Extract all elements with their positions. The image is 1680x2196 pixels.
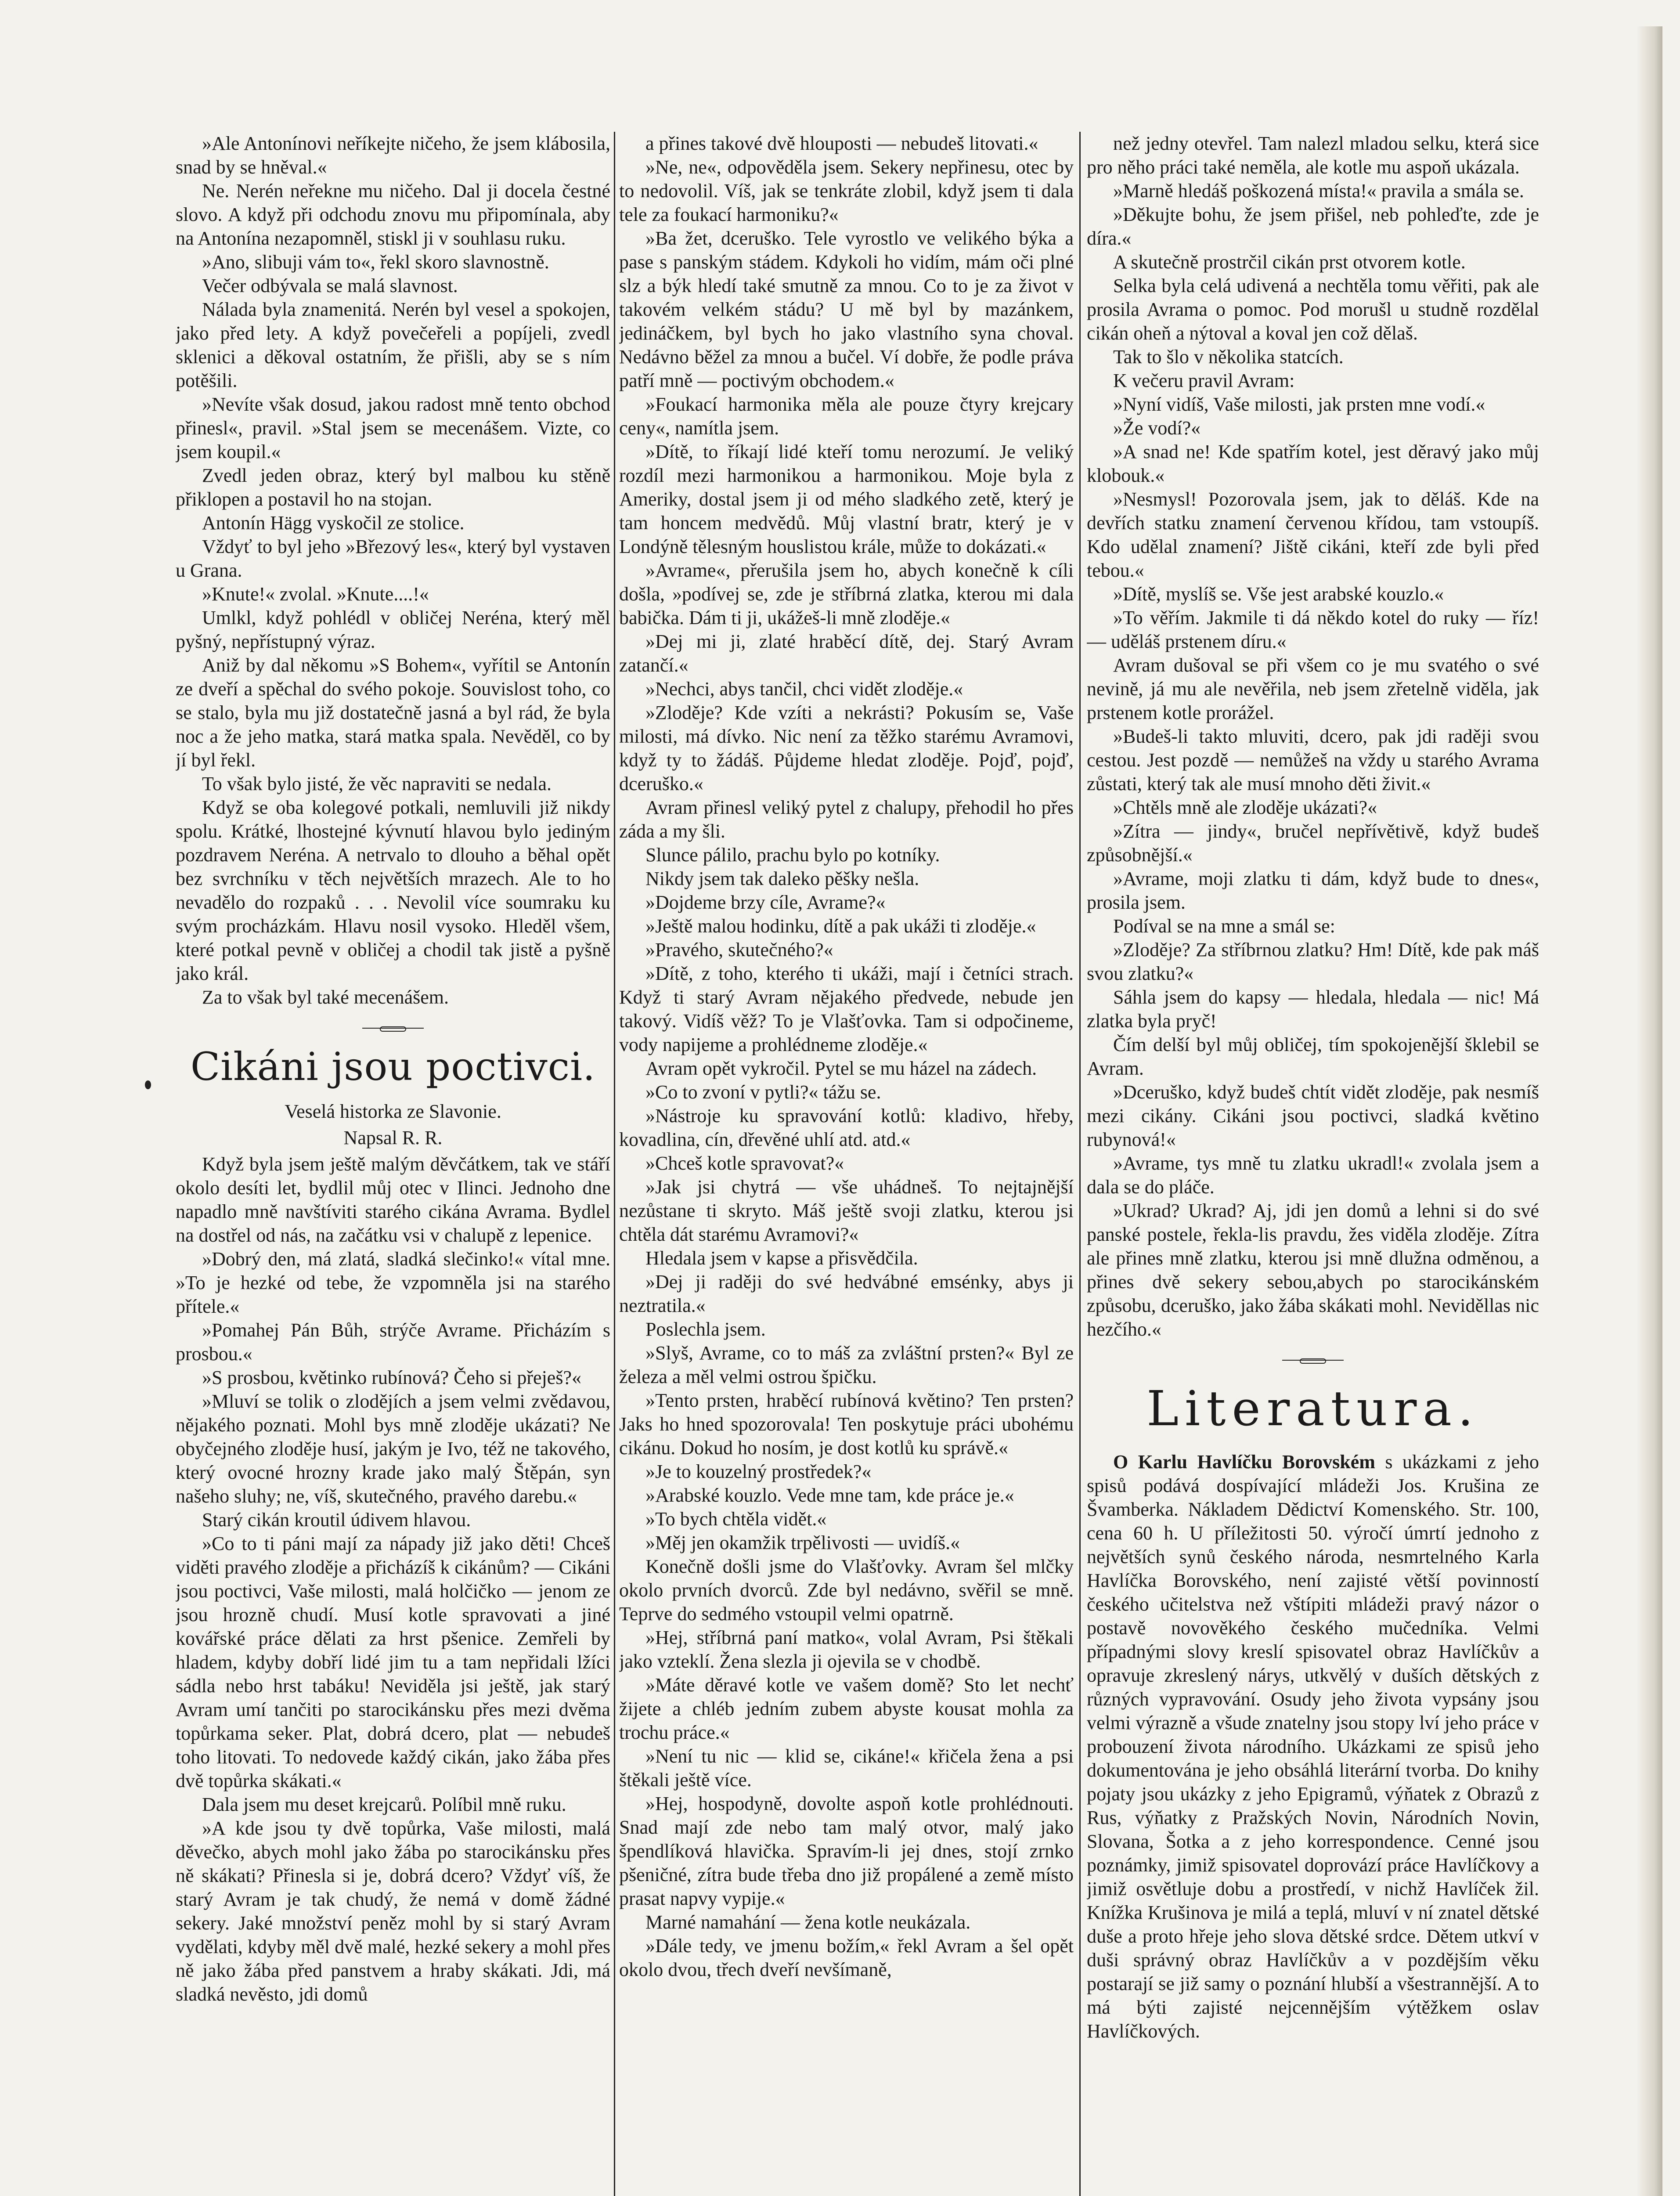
paragraph: Zvedl jeden obraz, který byl malbou ku stěně přiklopen a postavil ho na stojan.: [176, 465, 610, 510]
paragraph: »Tento prsten, hraběcí rubínová květino? Ten prsten? Jaks ho hned spozorovala! Ten poskytuje práci ubohému cikánu. Dokud ho nosím, je dost kotlů ku správě.«: [619, 1390, 1074, 1459]
paragraph: »Dceruško, když budeš chtít vidět zloděje, pak nesmíš mezi cikány. Cikáni jsou poctivci, sladká květino rubynová!«: [1087, 1081, 1539, 1150]
paragraph: Když byla jsem ještě malým děvčátkem, tak ve stáří okolo desíti let, bydlil můj otec v Ilinci. Jednoho dne napadlo mně navštíviti starého cikána Avrama. Bydlel na dostřel od nás, na začátku vsi v chalupě z lepenice.: [176, 1153, 610, 1246]
paragraph: Podíval se na mne a smál se:: [1113, 915, 1335, 937]
paragraph: A skutečně prostrčil cikán prst otvorem kotle.: [1113, 251, 1466, 273]
paragraph: Aniž by dal někomu »S Bohem«, vyřítil se Antonín ze dveří a spěchal do svého pokoje. Souvislost toho, co se stalo, byla mu již dostatečně jasná a byl rád, že byla noc a že jeho matka, stará matka spala. Nevěděl, co by jí byl řekl.: [176, 654, 610, 771]
paragraph: »Dojdeme brzy cíle, Avrame?«: [645, 892, 886, 913]
paragraph: »Dej mi ji, zlaté hraběcí dítě, dej. Starý Avram zatančí.«: [619, 631, 1074, 676]
paragraph: »Foukací harmonika měla ale pouze čtyry krejcary ceny«, namítla jsem.: [619, 394, 1074, 439]
paragraph: Marné namahání — žena kotle neukázala.: [645, 1911, 971, 1933]
paragraph: »Zloděje? Za stříbrnou zlatku? Hm! Dítě, kde pak máš svou zlatku?«: [1087, 939, 1539, 984]
page-edge-shadow: [1636, 26, 1662, 2196]
paragraph: »Zloděje? Kde vzíti a nekrásti? Pokusím se, Vaše milosti, má dívko. Nic není za těžko starému Avramovi, když ty to žádáš. Půjdeme hledat zloděje. Pojď, pojď, dceruško.«: [619, 702, 1074, 795]
paragraph: »Dej ji raději do své hedvábné emsénky, abys ji neztratila.«: [619, 1271, 1074, 1316]
paragraph: Tak to šlo v několika statcích.: [1113, 346, 1344, 368]
literature-review: [1087, 1450, 1539, 2043]
paragraph: »A kde jsou ty dvě topůrka, Vaše milosti, malá děvečko, abych mohl jako žába po starocikánsku přes ně skákati? Přinesla si je, dobrá dcero? Vždyť víš, že starý Avram je tak chudý, že nemá v domě žádné sekery. Jaké množství peněz mohl by si starý Avram vydělati, kdyby měl dvě malé, hezké sekery a mohl přes ně jako žába před panstvem a hraby skákati. Jdi, má sladká nevěsto, jdi domů: [176, 1817, 610, 2005]
paragraph: Večer odbývala se malá slavnost.: [202, 275, 458, 296]
paragraph: »Ukrad? Ukrad? Aj, jdi jen domů a lehni si do své panské postele, řekla-lis pravdu, žes viděla zloděje. Zítra ale přines mně zlatku, kterou jsi mně dlužna odměnou, a přines dvě sekery sebou,abych po starocikánském způsobu, dceruško, jako žába skákati mohl. Neviděllas nic hezčího.«: [1087, 1200, 1539, 1340]
paragraph: »Měj jen okamžik trpělivosti — uvidíš.«: [645, 1532, 960, 1553]
paragraph: »Máte děravé kotle ve vašem domě? Sto let nechť žijete a chléb jedním zubem abyste kousat mohla za trochu práce.«: [619, 1674, 1074, 1743]
paragraph: Když se oba kolegové potkali, nemluvili již nikdy spolu. Krátké, lhostejné kývnutí hlavou bylo jediným pozdravem Neréna. A netrvalo to dlouho a běhal opět bez svrchníku v těch největších mrazech. Ale to ho nevadělo do rozpaků . . . Nevolil více soumraku ku svým procházkám. Hlavu nosil vysoko. Hleděl všem, které potkal pevně v obličej a chodil tak jistě a pyšně jako král.: [176, 797, 610, 984]
paragraph: »Že vodí?«: [1113, 417, 1201, 439]
paragraph: »Nevíte však dosud, jakou radost mně tento obchod přinesl«, pravil. »Stal jsem se mecenášem. Vizte, co jsem koupil.«: [176, 394, 610, 462]
paragraph: »Nechci, abys tančil, chci vidět zloděje.«: [645, 678, 963, 700]
paragraph: »Pomahej Pán Bůh, strýče Avrame. Přicházím s prosbou.«: [176, 1319, 610, 1365]
paragraph: Avram opět vykročil. Pytel se mu házel na zádech.: [645, 1058, 1037, 1079]
paragraph: »Je to kouzelný prostředek?«: [645, 1461, 872, 1482]
paragraph: Avram přinesl veliký pytel z chalupy, přehodil ho přes záda a my šli.: [619, 797, 1074, 842]
paragraph: »Dítě, z toho, kterého ti ukáži, mají i četníci strach. Když ti starý Avram nějakého předvede, nebude jen takový. Vidíš věž? To je Vlašťovka. Tam si odpočineme, vody napijeme a prohlédneme zloděje.«: [619, 963, 1074, 1055]
paragraph: »Mluví se tolik o zlodějích a jsem velmi zvědavou, nějakého poznati. Mohl bys mně zloděje ukázati? Ne obyčejného zloděje husí, jakým je Ivo, též ne takového, který ovocné hrozny krade jako malý Štěpán, syn našeho sluhy; ne, víš, skutečného, pravého darebu.«: [176, 1391, 610, 1507]
story-author: Napsal R. R.: [343, 1127, 443, 1149]
paragraph: »Hej, hospodyně, dovolte aspoň kotle prohlédnouti. Snad mají zde nebo tam malý otvor, malý jako špendlíková hlavička. Spravím-li jej dnes, stojí zrnko pšeničné, zítra bude třeba dno již propálené a země místo prasat napvy vypije.«: [619, 1793, 1074, 1909]
paragraph: Nálada byla znamenitá. Nerén byl vesel a spokojen, jako před lety. A když povečeřeli a popíjeli, zvedl sklenici a děkoval ostatním, že přišli, aby se s ním potěšili.: [176, 299, 610, 391]
paragraph: Dala jsem mu deset krejcarů. Políbil mně ruku.: [202, 1794, 566, 1815]
paragraph: »Chceš kotle spravovat?«: [645, 1152, 844, 1174]
paragraph: »Zítra — jindy«, bručel nepřívětivě, když budeš způsobnější.«: [1087, 820, 1539, 866]
paragraph: Za to však byl také mecenášem.: [202, 986, 449, 1008]
column-1: [176, 132, 610, 2196]
paragraph: Antonín Hägg vyskočil ze stolice.: [202, 512, 465, 534]
paragraph: a přines takové dvě hlouposti — nebudeš litovati.«: [645, 133, 1038, 154]
paragraph: než jedny otevřel. Tam nalezl mladou selku, která sice pro něho práci také neměla, ale kotle mu aspoň ukázala.: [1087, 133, 1539, 178]
paragraph: »Ba žet, dceruško. Tele vyrostlo ve velikého býka a pase s panským stádem. Kdykoli ho vidím, mám oči plné slz a býk hledí také smutně za mnou. Co to je za život v takovém velkém stádu? U mě byl by mazánkem, jedináčkem, byl bych ho jako vlastního syna choval. Nedávno běžel za mnou a bučel. Ví dobře, že podle práva patří mně — poctivým obchodem.«: [619, 228, 1074, 391]
column-3: [1087, 132, 1539, 2196]
paragraph: »Nyní vidíš, Vaše milosti, jak prsten mne vodí.«: [1113, 394, 1485, 415]
paragraph: »Avrame, moji zlatku ti dám, když bude to dnes«, prosila jsem.: [1087, 868, 1539, 913]
paragraph: »Hej, stříbrná paní matko«, volal Avram, Psi štěkali jako vzteklí. Žena slezla ji ojevila se v chodbě.: [619, 1627, 1074, 1672]
paragraph: »Není tu nic — klid se, cikáne!« křičela žena a psi štěkali ještě více.: [619, 1745, 1074, 1791]
paragraph: »Nástroje ku spravování kotlů: kladivo, hřeby, kovadlina, cín, dřevěné uhlí atd. atd.«: [619, 1105, 1074, 1150]
paragraph: Konečně došli jsme do Vlašťovky. Avram šel mlčky okolo prvních dvorců. Zde byl nedávno, svěřil se mně. Teprve do sedmého vstoupil velmi opatrně.: [619, 1556, 1074, 1625]
paragraph: »Ale Antonínovi neříkejte ničeho, že jsem klábosila, snad by se hněval.«: [176, 133, 610, 178]
section-divider: [362, 1026, 424, 1030]
paragraph: »Budeš-li takto mluviti, dcero, pak jdi raději svou cestou. Jest pozdě — nemůžeš na vždy u starého Avrama zůstati, který tak ale musí mnoho děti živit.«: [1087, 726, 1539, 795]
story-subtitle: Veselá historka ze Slavonie.: [285, 1101, 501, 1122]
paragraph: »S prosbou, květinko rubínová? Čeho si přeješ?«: [202, 1367, 581, 1388]
paragraph: »To věřím. Jakmile ti dá někdo kotel do ruky — říz! — uděláš prstenem díru.«: [1087, 607, 1539, 652]
paragraph: »Dítě, to říkají lidé kteří tomu nerozumí. Je veliký rozdíl mezi harmonikou a harmonikou. Moje byla z Ameriky, dostal jsem ji od mého sladkého zetě, který je tam honcem medvědů. Můj vlastní bratr, který je v Londýně tělesným houslistou krále, může to dokázati.«: [619, 441, 1074, 557]
paragraph: »Avrame«, přerušila jsem ho, abych konečně k cíli došla, »podívej se, zde je stříbrná zlatka, kterou mi dala babička. Dám ti ji, ukážeš-li mně zloděje.«: [619, 560, 1074, 628]
paragraph: »Ještě malou hodinku, dítě a pak ukáži ti zloděje.«: [645, 915, 1036, 937]
paragraph: Umlkl, když pohlédl v obličej Neréna, který měl pyšný, nepřístupný výraz.: [176, 607, 610, 652]
story-title: Cikáni jsou poctivci.: [190, 1044, 596, 1089]
column-rule: [614, 132, 615, 2196]
literature-text: s ukázkami z jeho spisů podává dospívající mládeži Jos. Krušina ze Švamberka. Nákladem Dědictví Komenského. Str. 100, cena 60 h. U příležitosti 50. výročí úmrtí jednoho z největších synů českého národa, nesmrtelného Karla Havlíčka Borovského, není zajisté větší povinností českého učitelstva než vštípiti mládeži pravý názor o postavě novověkého českého mučedníka. Velmi případnými slovy kreslí spisovatel obraz Havlíčkův a opravuje zkreslený nárys, utkvělý v duších dětských z různých vypravování. Osudy jeho života vypsány jsou velmi výrazně a všude znatelny jsou stopy lví jeho práce v probouzení života národního. Ukázkami ze spisů jeho dokumentována je jeho obsáhlá literární tvorba. Do knihy pojaty jsou ukázky z jeho Epigramů, výňatek z Obrazů z Rus, výňatky z Pražských Novin, Národních Novin, Slovana, Šotka a z jeho korrespondence. Cenné jsou poznámky, jimiž spisovatel doprovází práce Havlíčkovy a jimiž osvětluje dobu a prostředí, v nichž Havlíček žil. Knížka Krušinova je milá a teplá, mluví v ní znatel dětské duše a proto hřeje jeho slova dětské srdce. Dětem utkví v duši správný obraz Havlíčkův a v pozdějším věku postarají se již samy o poznání hlubší a všestrannější. A to má býti zajisté nejcennějším výtěžkem oslav Havlíčkových.: [1087, 1451, 1539, 2042]
paragraph: Sáhla jsem do kapsy — hledala, hledala — nic! Má zlatka byla pryč!: [1087, 986, 1539, 1032]
paragraph: »Co to zvoní v pytli?« tážu se.: [645, 1081, 881, 1103]
paragraph: »Ano, slibuji vám to«, řekl skoro slavnostně.: [202, 251, 549, 273]
paragraph: »A snad ne! Kde spatřím kotel, jest děravý jako můj klobouk.«: [1087, 441, 1539, 486]
paragraph: Starý cikán kroutil údivem hlavou.: [202, 1509, 471, 1531]
paragraph: Selka byla celá udivená a nechtěla tomu věřiti, pak ale prosila Avrama o pomoc. Pod morušl u studně rozdělal cikán oheň a nýtoval a koval jen což dělaš.: [1087, 275, 1539, 344]
story-ending: [1087, 132, 1539, 1341]
paragraph: »Knute!« zvolal. »Knute....!«: [202, 583, 429, 605]
paragraph: Vždyť to byl jeho »Březový les«, který byl vystaven u Grana.: [176, 536, 610, 581]
paragraph: Slunce pálilo, prachu bylo po kotníky.: [645, 844, 940, 866]
paragraph: »Dobrý den, má zlatá, sladká slečinko!« vítal mne. »To je hezké od tebe, že vzpomněla jsi na starého přítele.«: [176, 1248, 610, 1317]
paragraph: To však bylo jisté, že věc napraviti se nedala.: [202, 773, 552, 795]
paragraph: »Dále tedy, ve jmenu božím,« řekl Avram a šel opět okolo dvou, třech dveří nevšímaně,: [619, 1935, 1074, 1980]
literature-title: Literatura.: [1146, 1380, 1479, 1437]
paragraph: »Pravého, skutečného?«: [645, 939, 833, 961]
paragraph: Avram dušoval se při všem co je mu svatého o své nevině, já mu ale nevěřila, neb jsem zřetelně viděla, jak prstenem kotle prorážel.: [1087, 654, 1539, 723]
paragraph: »Jak jsi chytrá — vše uhádneš. To nejtajnější nezůstane ti skryto. Máš ještě svoji zlatku, kterou jsi chtěla dát starému Avramovi?«: [619, 1176, 1074, 1245]
ink-mark: [145, 1080, 151, 1089]
paragraph: »Chtěls mně ale zloděje ukázati?«: [1113, 797, 1377, 818]
paragraph: »Marně hledáš poškozená místa!« pravila a smála se.: [1113, 180, 1524, 202]
paragraph: »Avrame, tys mně tu zlatku ukradl!« zvolala jsem a dala se do pláče.: [1087, 1152, 1539, 1198]
column-rule: [1079, 132, 1081, 2196]
column-2: [619, 132, 1074, 2196]
story-body-continued: [619, 132, 1074, 1982]
paragraph: Nikdy jsem tak daleko pěšky nešla.: [645, 868, 919, 889]
paragraph: »Dítě, myslíš se. Vše jest arabské kouzlo.«: [1113, 583, 1444, 605]
story-continuation: [176, 132, 610, 1009]
story-body: [176, 1152, 610, 2006]
paragraph: Hledala jsem v kapse a přisvědčila.: [645, 1247, 918, 1269]
paragraph: Ne. Nerén neřekne mu ničeho. Dal ji docela čestné slovo. A když při odchodu znovu mu připomínala, aby na Antonína nezapomněl, stiskl ji v souhlasu ruku.: [176, 180, 610, 249]
paragraph: »Co to ti páni mají za nápady již jako děti! Chceš viděti pravého zloděje a přicházíš k cikánům? — Cikáni jsou poctivci, Vaše milosti, malá holčičko — jenom ze jsou hrozně chudí. Musí kotle spravovati a jiné kovářské práce dělati za hrst pšenice. Zemřeli by hladem, kdyby dobří lidé jim tu a tam nepřidali lžíci sádla nebo hrst tabáku! Neviděla jsi ještě, jak starý Avram umí tančiti po starocikánsku přes mezi dvěma topůrkama seker. Plat, dobrá dcero, plat — nebudeš toho litovati. To nedovede každý cikán, jako žába přes dvě topůrka skákati.«: [176, 1533, 610, 1791]
paragraph: Poslechla jsem.: [645, 1318, 766, 1340]
paragraph: »Nesmysl! Pozorovala jsem, jak to děláš. Kde na devřích statku znamení červenou křídou, tam vstoupíš. Kdo udělal znamení? Jiště cikáni, kteří zde byli před tebou.«: [1087, 488, 1539, 581]
section-divider: [1282, 1358, 1344, 1362]
paragraph: K večeru pravil Avram:: [1113, 370, 1295, 391]
paragraph: »Děkujte bohu, že jsem přišel, neb pohleďte, zde je díra.«: [1087, 204, 1539, 249]
literature-lead: O Karlu Havlíčku Borovském: [1113, 1451, 1375, 1473]
paragraph: »Arabské kouzlo. Vede mne tam, kde práce je.«: [645, 1484, 1014, 1506]
paragraph: »Ne, ne«, odpověděla jsem. Sekery nepřinesu, otec by to nedovolil. Víš, jak se tenkráte zlobil, když jsem ti dala tele za foukací harmoniku?«: [619, 156, 1074, 225]
paragraph: »To bych chtěla vidět.«: [645, 1508, 827, 1530]
paragraph: Čím delší byl můj obličej, tím spokojenější šklebil se Avram.: [1087, 1034, 1539, 1079]
paragraph: »Slyš, Avrame, co to máš za zvláštní prsten?« Byl ze železa a měl velmi ostrou špičku.: [619, 1342, 1074, 1387]
